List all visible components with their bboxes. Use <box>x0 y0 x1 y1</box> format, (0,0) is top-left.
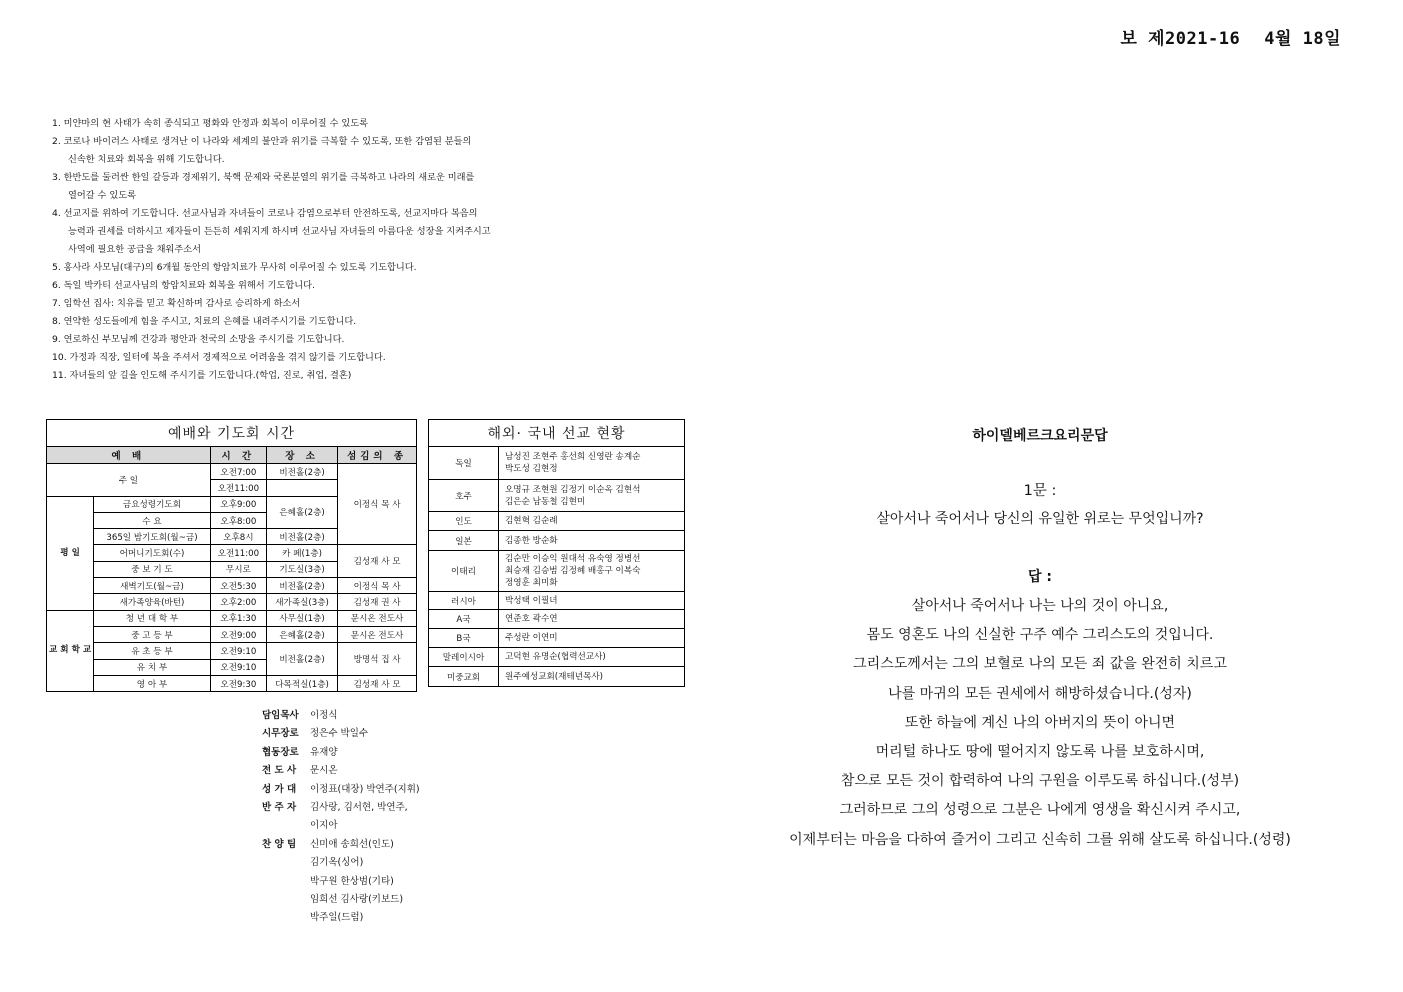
missionary-names <box>499 480 685 512</box>
staff-names: 유재양 <box>310 746 338 758</box>
table-row <box>429 610 685 629</box>
service-place: 은혜홀(2층) <box>266 626 337 642</box>
answer-line: 몸도 영혼도 나의 신실한 구주 예수 그리스도의 것입니다. <box>866 627 1214 644</box>
service-name: 수 요 <box>94 512 211 528</box>
prayer-item: 3. 한반도를 둘러싼 한일 갈등과 경제위기, 북핵 문제와 국론분열의 위기를 극복하고 나라의 새로운 미래를 <box>52 172 475 183</box>
staff-row <box>262 891 420 909</box>
table-row <box>429 667 685 687</box>
staff-role: 시무장로 <box>262 728 299 740</box>
table-row <box>429 629 685 648</box>
service-leader: 문시온 전도사 <box>338 626 417 642</box>
mission-table-title: 해외· 국내 선교 현황 <box>429 420 685 447</box>
service-place: 비전홀(2층) <box>266 643 337 676</box>
service-name: 유 치 부 <box>94 659 211 675</box>
service-name: 금요성령기도회 <box>94 496 211 512</box>
answer-line: 살아서나 죽어서나 나는 나의 것이 아니요, <box>911 598 1169 614</box>
table-row <box>47 643 417 659</box>
worship-schedule-table <box>46 419 417 692</box>
service-time: 무시로 <box>210 561 266 577</box>
staff-names: 박주일(드럼) <box>310 912 364 924</box>
staff-names: 신미애 송희선(인도) <box>310 838 394 850</box>
service-name: 유 초 등 부 <box>94 643 211 659</box>
table-row <box>429 592 685 610</box>
table-row <box>429 551 685 592</box>
group-church-school: 교 회 학 교 <box>47 610 94 691</box>
service-name: 영 아 부 <box>94 675 211 691</box>
name-line: 최승재 김승범 김정혜 배홍구 이복숙 <box>505 566 641 576</box>
staff-row <box>262 873 420 891</box>
catechism-title: 하이델베르크요리문답 <box>972 428 1108 444</box>
staff-list <box>262 707 420 928</box>
staff-row <box>262 762 420 780</box>
missionary-names <box>499 551 685 592</box>
service-place: 새가족실(3층) <box>266 594 337 610</box>
service-time: 오전9:00 <box>210 626 266 642</box>
staff-role: 반 주 자 <box>262 802 297 814</box>
service-place: 은혜홀(2층) <box>266 496 337 529</box>
staff-row <box>262 909 420 927</box>
service-name: 새가족양육(바턴) <box>94 594 211 610</box>
table-row <box>47 675 417 691</box>
name-line: 남성진 조현주 홍선희 신영란 송계순 <box>505 452 641 462</box>
table-row <box>47 610 417 626</box>
staff-row <box>262 781 420 799</box>
service-place: 카 페(1층) <box>266 545 337 561</box>
service-time: 오전5:30 <box>210 578 266 594</box>
staff-role: 전 도 사 <box>262 765 297 777</box>
prayer-item: 1. 미얀마의 현 사태가 속히 종식되고 평화와 안정과 회복이 이루어질 수 있도록 <box>52 118 369 129</box>
table-row <box>47 578 417 594</box>
prayer-item-continued: 능력과 권세를 더하시고 제자들이 든든히 세워지게 하시며 선교사님 자녀들의 아름다운 성장을 지켜주시고 <box>68 226 491 237</box>
service-time: 오후8:00 <box>210 512 266 528</box>
mission-country: 러시아 <box>429 592 499 610</box>
missionary-names: 연준호 곽수연 <box>499 610 685 629</box>
staff-names: 김기옥(싱어) <box>310 857 364 869</box>
service-name: 어머니기도회(수) <box>94 545 211 561</box>
table-row <box>429 512 685 531</box>
prayer-item: 8. 연약한 성도들에게 힘을 주시고, 치료의 은혜를 내려주시기를 기도합니다. <box>52 316 357 327</box>
mission-country: B국 <box>429 629 499 648</box>
question-text: 살아서나 죽어서나 당신의 유일한 위로는 무엇입니까? <box>876 511 1204 527</box>
prayer-item: 4. 선교지를 위하여 기도합니다. 선교사님과 자녀들이 코로나 감염으로부터 안전하도록, 선교지마다 복음의 <box>52 208 478 219</box>
mission-country: 호주 <box>429 480 499 512</box>
staff-row <box>262 854 420 872</box>
answer-label: 답 : <box>1028 569 1052 585</box>
missionary-names <box>499 447 685 480</box>
missionary-names: 원주예성교회(재테년목사) <box>499 667 685 687</box>
service-time: 오후9:00 <box>210 496 266 512</box>
mission-country: 독일 <box>429 447 499 480</box>
staff-row <box>262 817 420 835</box>
worship-table-title: 예배와 기도회 시간 <box>47 420 417 447</box>
service-place: 기도실(3층) <box>266 561 337 577</box>
service-leader: 김성재 사 모 <box>338 545 417 578</box>
table-row <box>47 626 417 642</box>
mission-country: 이태리 <box>429 551 499 592</box>
service-name: 청 년 대 학 부 <box>94 610 211 626</box>
staff-names: 이지아 <box>310 820 338 832</box>
service-name: 새벽기도(월~금) <box>94 578 211 594</box>
mission-country: 미중교회 <box>429 667 499 687</box>
staff-role: 성 가 대 <box>262 783 297 795</box>
service-time: 오전9:10 <box>210 643 266 659</box>
service-place: 비전홀(2층) <box>266 578 337 594</box>
service-place: 비전홀(2층) <box>266 464 337 480</box>
service-leader: 방명석 집 사 <box>338 643 417 676</box>
mission-status-table <box>428 419 685 687</box>
service-place: 사무실(1층) <box>266 610 337 626</box>
staff-row <box>262 836 420 854</box>
missionary-names: 김종한 방순화 <box>499 531 685 551</box>
name-line: 박도성 김현정 <box>505 464 558 474</box>
prayer-item: 9. 연로하신 부모님께 건강과 평안과 천국의 소망을 주시기를 기도합니다. <box>52 334 345 345</box>
mission-country: 인도 <box>429 512 499 531</box>
service-place: 다목적실(1층) <box>266 675 337 691</box>
col-header-time: 시 간 <box>210 447 266 464</box>
mission-country: 일본 <box>429 531 499 551</box>
table-row <box>47 594 417 610</box>
staff-names: 문시온 <box>310 765 338 777</box>
bulletin-issue-header <box>1120 24 1341 49</box>
staff-names: 임희선 김사랑(키보드) <box>310 894 404 906</box>
answer-line: 머리털 하나도 땅에 떨어지지 않도록 나를 보호하시며, <box>875 744 1205 761</box>
name-line: 김순만 이승익 원대석 유숙영 정병선 <box>505 554 641 564</box>
prayer-requests-list <box>52 115 612 385</box>
staff-row <box>262 707 420 725</box>
service-leader: 문시온 전도사 <box>338 610 417 626</box>
service-time: 오후2:00 <box>210 594 266 610</box>
service-time: 오전9:30 <box>210 675 266 691</box>
table-row <box>429 447 685 480</box>
prayer-item: 5. 홍사라 사모님(대구)의 6개월 동안의 항암치료가 무사히 이루어질 수 있도록 기도합니다. <box>52 262 417 273</box>
answer-line: 이제부터는 마음을 다하여 즐거이 그리고 신속히 그를 위해 살도록 하십니다.(성령) <box>789 831 1291 848</box>
answer-line: 나를 마귀의 모든 권세에서 해방하셨습니다.(성자) <box>888 685 1192 702</box>
service-leader: 이정식 목 사 <box>338 578 417 594</box>
name-line: 김은순 남동철 김현미 <box>505 496 586 507</box>
prayer-item: 2. 코로나 바이러스 사태로 생겨난 이 나라와 세계의 불안과 위기를 극복할 수 있도록, 또한 감염된 분들의 <box>52 136 472 147</box>
answer-line: 또한 하늘에 계신 나의 아버지의 뜻이 아니면 <box>904 714 1176 731</box>
missionary-names: 주성란 이연미 <box>499 629 685 648</box>
staff-role: 담임목사 <box>262 710 299 721</box>
service-time: 오전9:10 <box>210 659 266 675</box>
service-leader: 김성재 권 사 <box>338 594 417 610</box>
service-name: 중 고 등 부 <box>94 626 211 642</box>
table-row <box>47 545 417 561</box>
mission-country: A국 <box>429 610 499 629</box>
service-leader: 김성재 사 모 <box>338 675 417 691</box>
col-header-service: 예 배 <box>47 447 211 464</box>
service-name: 중 보 기 도 <box>94 561 211 577</box>
issue-date: 4월 18일 <box>1264 29 1341 49</box>
staff-names: 이정표(대장) 박연주(지휘) <box>310 783 420 795</box>
table-row <box>429 648 685 667</box>
heidelberg-catechism <box>720 425 1360 855</box>
staff-row <box>262 725 420 743</box>
staff-names: 김사랑, 김서현, 박연주, <box>310 802 408 814</box>
prayer-item-continued: 신속한 치료와 회복을 위해 기도합니다. <box>68 154 225 165</box>
prayer-item: 6. 독일 박카티 선교사님의 항암치료와 회복을 위해서 기도합니다. <box>52 280 315 291</box>
question-label: 1문 : <box>1023 483 1057 499</box>
prayer-item: 7. 임학선 집사: 치유를 믿고 확신하며 감사로 승리하게 하소서 <box>52 298 301 309</box>
table-row <box>429 480 685 512</box>
answer-line: 그러하므로 그의 성령으로 그분은 나에게 영생을 확신시켜 주시고, <box>839 802 1241 819</box>
staff-role: 찬 양 팀 <box>262 838 297 850</box>
service-leader: 이정식 목 사 <box>338 464 417 545</box>
prayer-item-continued: 열어갈 수 있도록 <box>68 190 136 201</box>
staff-role: 협동장로 <box>262 746 299 758</box>
mission-country: 말레이시아 <box>429 648 499 667</box>
missionary-names: 김현혁 김순례 <box>499 512 685 531</box>
service-time: 오전7:00 <box>210 464 266 480</box>
missionary-names: 박성택 이필녀 <box>499 592 685 610</box>
name-line: 정영훈 최미화 <box>505 578 558 588</box>
answer-line: 참으로 모든 것이 합력하여 나의 구원을 이루도록 하십니다.(성부) <box>840 773 1240 790</box>
service-time: 오전11:00 <box>210 480 266 496</box>
table-row <box>47 464 417 480</box>
service-time: 오전11:00 <box>210 545 266 561</box>
prayer-item-continued: 사역에 필요한 공급을 채워주소서 <box>68 244 202 255</box>
col-header-place: 장 소 <box>266 447 337 464</box>
service-name: 365일 밤기도회(월~금) <box>94 529 211 545</box>
service-name: 주 일 <box>47 464 211 497</box>
issue-number: 보 제2021-16 <box>1120 29 1241 49</box>
staff-row <box>262 799 420 817</box>
missionary-names: 고덕현 유명순(협력선교사) <box>499 648 685 667</box>
name-line: 오명규 조현원 김정기 이순옥 김현석 <box>505 484 641 495</box>
staff-names: 정은수 박일수 <box>310 728 369 740</box>
staff-names: 박구원 한상범(기타) <box>310 875 394 887</box>
prayer-item: 11. 자녀들의 앞 길을 인도해 주시기를 기도합니다.(학업, 진로, 취업, 결혼) <box>52 370 352 381</box>
answer-line: 그리스도께서는 그의 보혈로 나의 모든 죄 값을 완전히 치르고 <box>853 656 1227 673</box>
col-header-leader: 섬김의 종 <box>338 447 417 464</box>
table-row <box>429 531 685 551</box>
prayer-item: 10. 가정과 직장, 일터에 복을 주셔서 경제적으로 어려움을 겪지 않기를 기도합니다. <box>52 352 386 363</box>
group-weekday: 평 일 <box>47 496 94 610</box>
staff-row <box>262 744 420 762</box>
staff-names: 이정식 <box>310 710 338 721</box>
service-time: 오후8시 <box>210 529 266 545</box>
service-time: 오후1:30 <box>210 610 266 626</box>
service-place: 비전홀(2층) <box>266 529 337 545</box>
service-place <box>266 480 337 496</box>
